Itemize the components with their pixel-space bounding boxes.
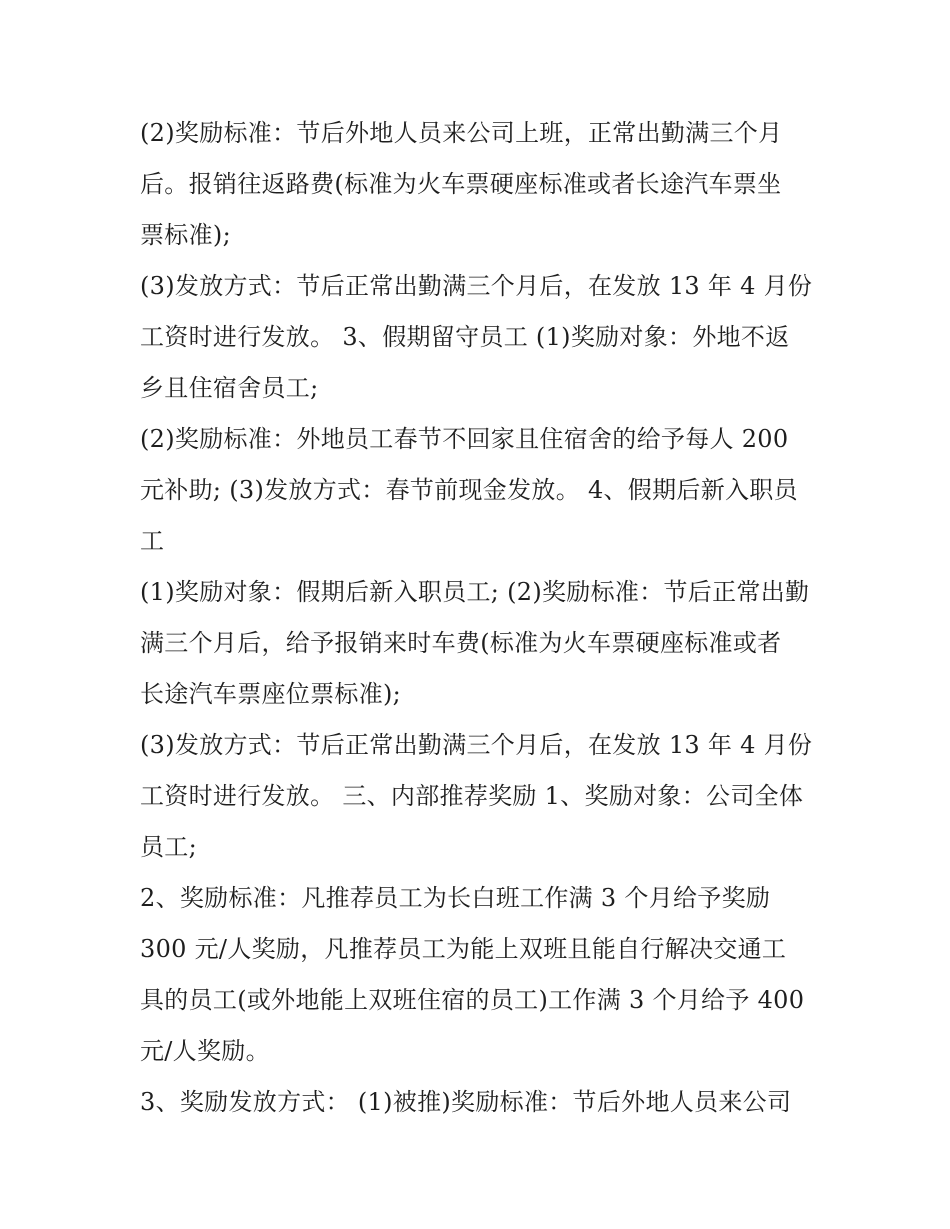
text-line: 元/人奖励。	[140, 1037, 270, 1065]
text-line: 满三个月后，给予报销来时车费(标准为火车票硬座标准或者	[140, 629, 782, 657]
text-line: (3)发放方式：节后正常出勤满三个月后，在发放 13 年 4 月份	[140, 272, 813, 300]
text-line: 工资时进行发放。 三、内部推荐奖励 1、奖励对象：公司全体	[140, 782, 804, 810]
text-line: 工资时进行发放。 3、假期留守员工 (1)奖励对象：外地不返	[140, 323, 790, 351]
text-line: (2)奖励标准：外地员工春节不回家且住宿舍的给予每人 200	[140, 425, 789, 453]
text-line: 300 元/人奖励，凡推荐员工为能上双班且能自行解决交通工	[140, 935, 787, 963]
text-line: 后。报销往返路费(标准为火车票硬座标准或者长途汽车票坐	[140, 170, 782, 198]
text-line: (2)奖励标准：节后外地人员来公司上班，正常出勤满三个月	[140, 119, 783, 147]
text-line: 乡且住宿舍员工;	[140, 374, 319, 402]
text-line: 员工;	[140, 833, 197, 861]
text-line: 元补助; (3)发放方式：春节前现金发放。 4、假期后新入职员	[140, 476, 798, 504]
text-line: 长途汽车票座位票标准);	[140, 680, 402, 708]
text-line: (3)发放方式：节后正常出勤满三个月后，在发放 13 年 4 月份	[140, 731, 813, 759]
text-line: 工	[140, 527, 165, 555]
text-line: 3、奖励发放方式： (1)被推)奖励标准：节后外地人员来公司	[140, 1088, 792, 1116]
text-line: 具的员工(或外地能上双班住宿的员工)工作满 3 个月给予 400	[140, 986, 805, 1014]
document-body	[140, 108, 820, 1128]
text-line: 2、奖励标准：凡推荐员工为长白班工作满 3 个月给予奖励	[140, 884, 771, 912]
text-line: (1)奖励对象：假期后新入职员工; (2)奖励标准：节后正常出勤	[140, 578, 810, 606]
text-line: 票标准);	[140, 221, 231, 249]
